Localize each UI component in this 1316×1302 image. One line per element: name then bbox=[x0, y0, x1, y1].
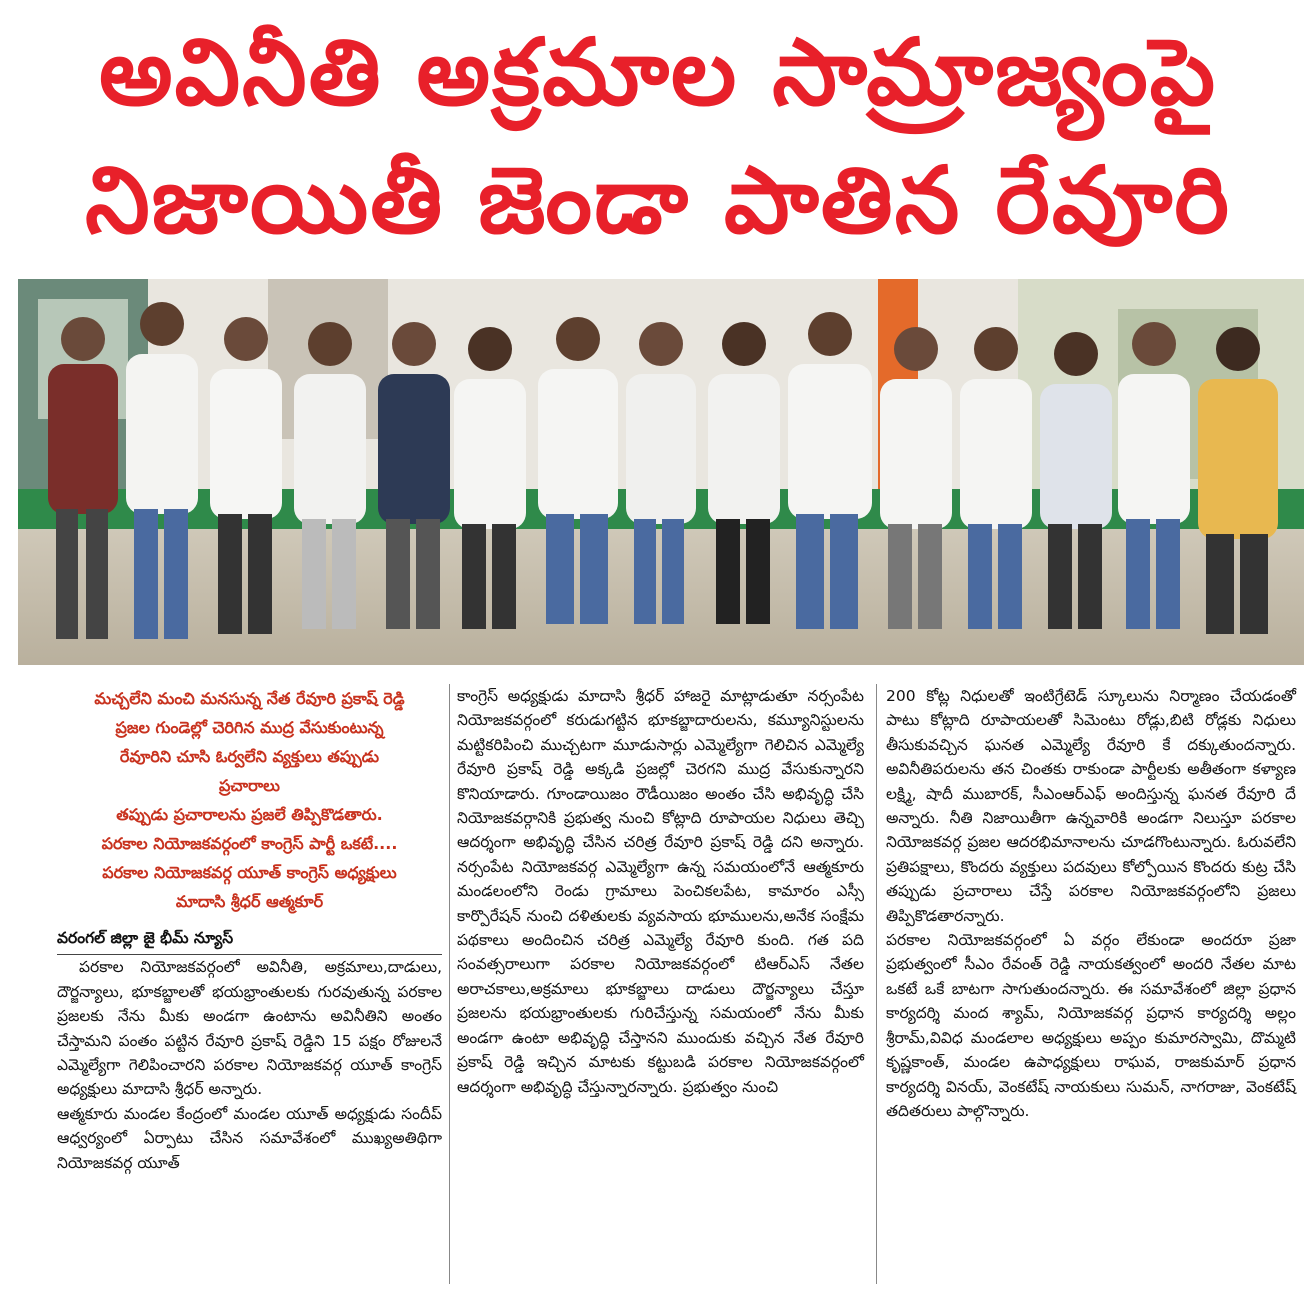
intro-line: మాదాసి శ్రీధర్ ఆత్మకూర్ bbox=[175, 892, 324, 911]
intro-line: తప్పుడు ప్రచారాలను ప్రజలే తిప్పికొడతారు. bbox=[116, 805, 383, 824]
column-divider-2 bbox=[876, 684, 877, 1284]
intro-line: రేవూరిని చూసి ఓర్వలేని వ్యక్తులు తప్పుడు bbox=[119, 747, 380, 766]
paragraph: పరకాల నియోజకవర్గంలో ఏ వర్గం లేకుండా అందరూ ప్రజా ప్రభుత్వంలో సీఎం రేవంత్ రెడ్డి నాయకత్వంలో అందరి నేతల మాట ఒకటే ఒకే బాటగా సాగుతుందన్నారు. ఈ సమావేశంలో జిల్లా ప్రధాన కార్యదర్శి మంద శ్యామ్, నియోజకవర్గ ప్రధాన కార్యదర్శి అల్లం శ్రీరామ్,వివిధ మండలాల అధ్యక్షులు అప్పం కుమారస్వామి, దొమ్మటి కృష్ణకాంత్, మండల ఉపాధ్యక్షులు రాఘవ, రాజకుమార్ ప్రధాన కార్యదర్శి వినయ్, వెంకటేష్ నాయకులు సుమన్, నాగరాజు, వెంకటేష్ తదితరులు పాల్గొన్నారు. bbox=[886, 931, 1296, 1120]
intro-line: పరకాల నియోజకవర్గ యూత్ కాంగ్రెస్ అధ్యక్షులు bbox=[102, 863, 397, 882]
column-divider-1 bbox=[449, 684, 450, 1284]
article-column-2 bbox=[457, 684, 864, 1099]
headline-line-2: నిజాయితీ జెండా పాతిన రేవూరి bbox=[85, 147, 1231, 254]
paragraph: ఆత్మకూరు మండల కేంద్రంలో మండల యూత్ అధ్యక్షుడు సందీప్ ఆధ్వర్యంలో ఏర్పాటు చేసిన సమావేశంలో ముఖ్యఅతిథిగా నియోజకవర్గ యూత్ bbox=[57, 1104, 442, 1172]
intro-line: ప్రజల గుండెల్లో చెరిగిన ముద్ర వేసుకుంటున్న bbox=[115, 718, 384, 737]
paragraph: కాంగ్రెస్ అధ్యక్షుడు మాదాసి శ్రీధర్ హాజరై మాట్లాడుతూ నర్సంపేట నియోజకవర్గంలో కరుడుగట్టిన భూకబ్జాదారులను, కమ్యూనిస్టులను మట్టికరిపించి ముచ్చటగా మూడుసార్లు ఎమ్మెల్యేగా గెలిచిన ఎమ్మెల్యే రేవూరి ప్రకాష్ రెడ్డి అక్కడి ప్రజల్లో చెరగని ముద్ర వేసుకున్నారని కొనియాడారు. గూండాయిజం రౌడీయిజం అంతం చేసి అభివృద్ధి చేసి నియోజకవర్గానికి ప్రభుత్వ నుంచి కోట్లాది రూపాయల నిధులు తెచ్చి ఆదర్శంగా అభివృద్ధి చేసిన చరిత్ర రేవూరి ప్రకాష్ రెడ్డి దని అన్నారు. నర్సంపేట నియోజకవర్గ ఎమ్మెల్యేగా ఉన్న సమయంలోనే ఆత్మకూరు మండలంలోని రెండు గ్రామాలు పెంచికలపేట, కామారం ఎస్సీ కార్పొరేషన్ నుంచి దళితులకు వ్యవసాయ భూములను,అనేక సంక్షేమ పథకాలు అందించిన చరిత్ర ఎమ్మెల్యే రేవూరి కుంది. గత పది సంవత్సరాలుగా పరకాల నియోజకవర్గంలో టిఆర్ఎస్ నేతల అరాచకాలు,అక్రమాలు భూకబ్జాలు దాడులు దౌర్జన్యాలు చేస్తూ ప్రజలను భయభ్రాంతులకు గురిచేస్తున్న సమయంలో నేను మీకు అండగా ఉంటా అభివృద్ధి చేస్తానని ముందుకు వచ్చిన నేత రేవూరి ప్రకాష్ రెడ్డి ఇచ్చిన మాటకు కట్టుబడి పరకాల నియోజకవర్గంలో ఆదర్శంగా అభివృద్ధి చేస్తున్నారన్నారు. ప్రభుత్వం నుంచి bbox=[457, 687, 864, 1096]
article-column-3 bbox=[886, 684, 1296, 1123]
paragraph: పరకాల నియోజకవర్గంలో అవినీతి, అక్రమాలు,దాడులు, దౌర్జన్యాలు, భూకబ్జాలతో భయభ్రాంతులకు గురవుతున్న పరకాల ప్రజలకు నేను మీకు అండగా ఉంటాను అవినీతిని అంతం చేస్తామని పంతం పట్టిన రేవూరి ప్రకాష్ రెడ్డిని 15 పక్షం రోజులనే ఎమ్మెల్యేగా గెలిపించారని పరకాల నియోజకవర్గ యూత్ కాంగ్రెస్ అధ్యక్షులు మాదాసి శ్రీధర్ అన్నారు. bbox=[57, 958, 442, 1099]
intro-line: ప్రచారాలు bbox=[219, 776, 280, 795]
article-body-1 bbox=[57, 955, 442, 1175]
headline-line-1: అవినీతి అక్రమాల సామ్రాజ్యంపై bbox=[98, 19, 1218, 126]
intro-highlights bbox=[57, 684, 442, 916]
dateline: వరంగల్ జిల్లా జై భీమ్ న్యూస్ bbox=[57, 926, 442, 955]
paragraph: 200 కోట్ల నిధులతో ఇంటిగ్రేటెడ్ స్కూలును నిర్మాణం చేయడంతో పాటు కోట్లాది రూపాయలతో సిమెంటు రోడ్లు,బిటి రోడ్లకు నిధులు తీసుకువచ్చిన ఘనత ఎమ్మెల్యే రేవూరి కే దక్కుతుందన్నారు. అవినీతిపరులను తన చింతకు రాకుండా పార్టీలకు అతీతంగా కళ్యాణ లక్ష్మి, షాదీ ముబారక్, సీఎంఆర్ఎఫ్ అందిస్తున్న ఘనత రేవూరి దే అన్నారు. నీతి నిజాయితీగా ఉన్నవారికి అండగా నిలుస్తూ పరకాల నియోజకవర్గ ప్రజల ఆదరభిమానాలను చూడగొంటున్నారు. ఓరువలేని ప్రతిపక్షాలు, కొందరు వ్యక్తులు పదవులు కోల్పోయిన కొందరు కుట్ర చేసి తప్పుడు ప్రచారాలు చేస్తే పరకాల నియోజకవర్గంలోని ప్రజలు తిప్పికొడతారన్నారు. bbox=[886, 687, 1296, 925]
intro-line: పరకాల నియోజకవర్గంలో కాంగ్రెస్ పార్టీ ఒకటే.... bbox=[101, 834, 398, 853]
article-body-3 bbox=[886, 684, 1296, 1123]
group-photo bbox=[18, 279, 1304, 665]
group-photo-illustration bbox=[18, 279, 1304, 665]
article-column-1 bbox=[57, 684, 442, 1175]
article-body-2 bbox=[457, 684, 864, 1099]
intro-line: మచ్చలేని మంచి మనసున్న నేత రేవూరి ప్రకాష్ రెడ్డి bbox=[94, 689, 405, 708]
